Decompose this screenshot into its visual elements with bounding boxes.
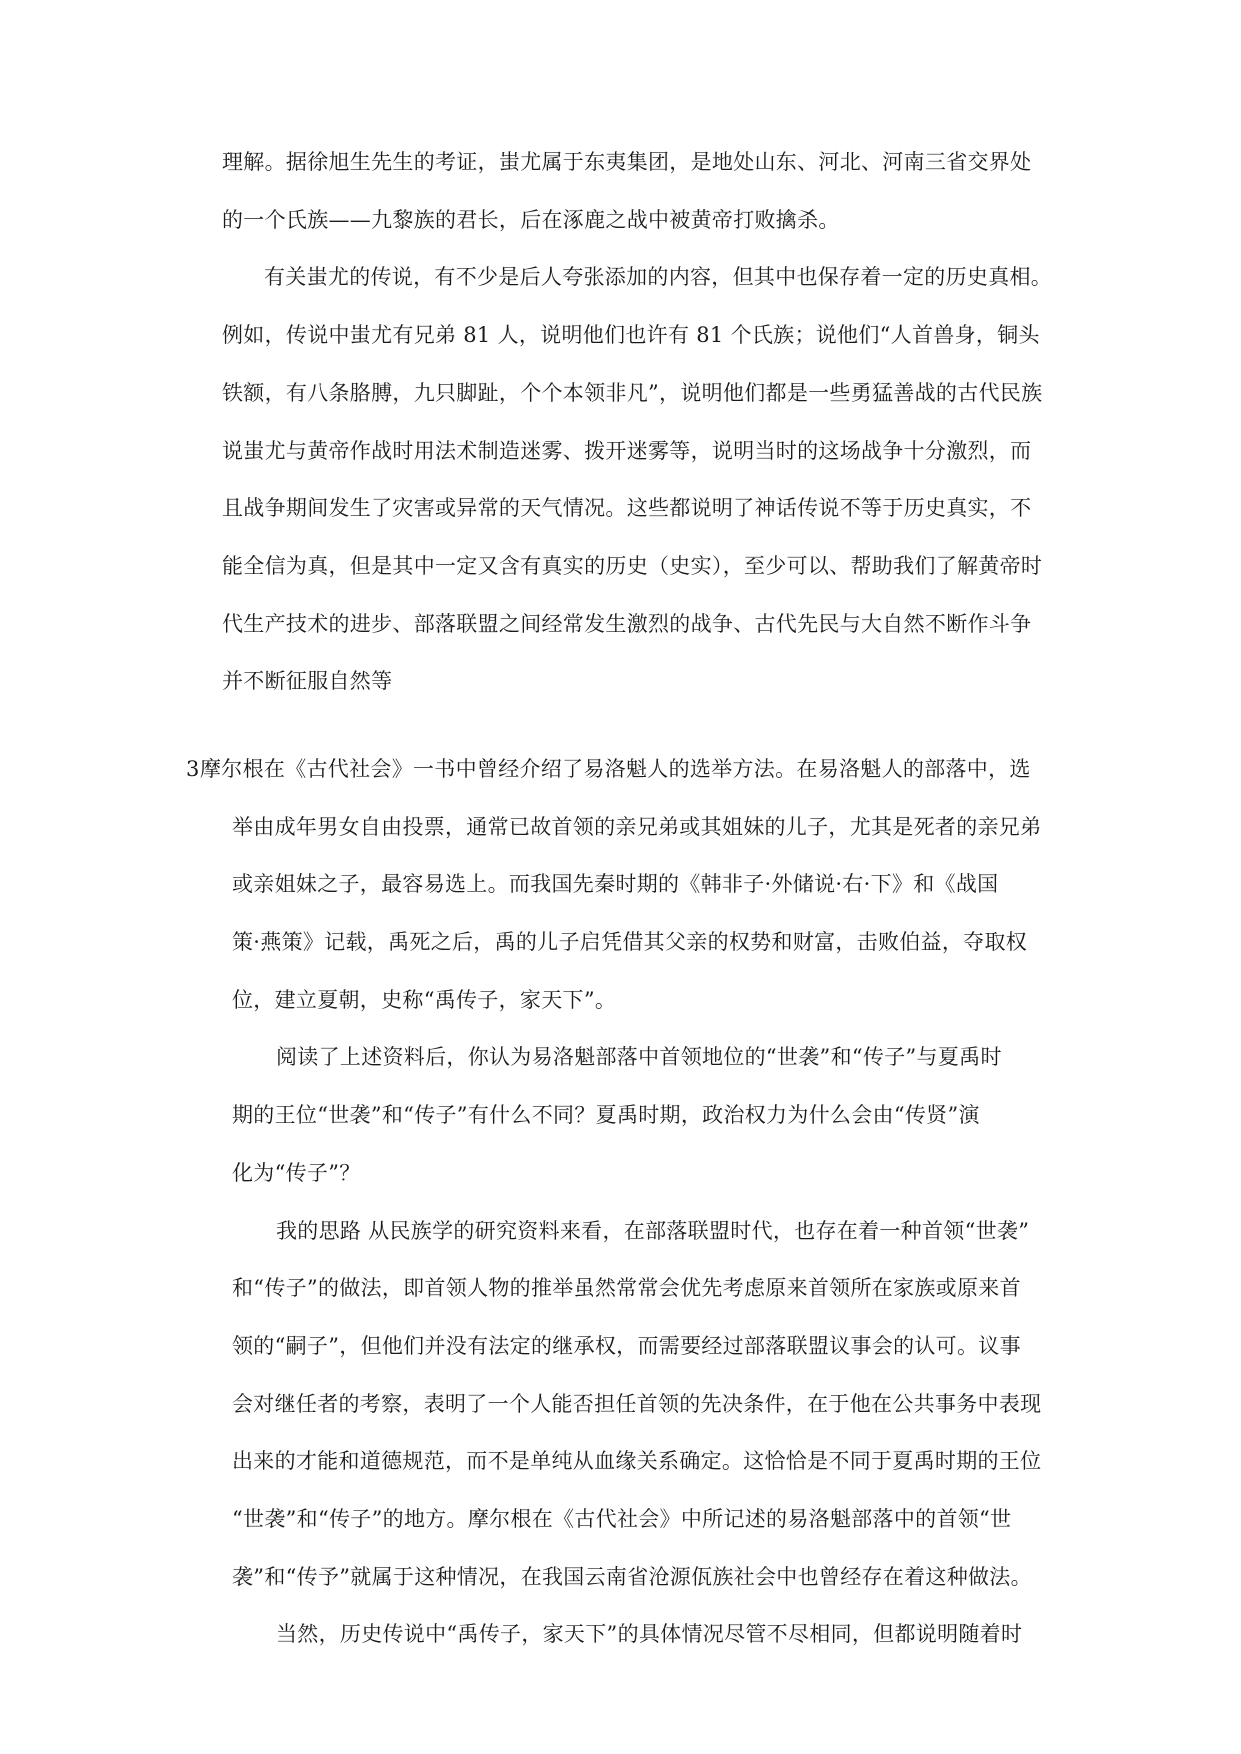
text-line: 铁额，有八条胳膊，九只脚趾，个个本领非凡”，说明他们都是一些勇猛善战的古代民族 xyxy=(222,381,1043,405)
text-line: 期的王位“世袭”和“传子”有什么不同？夏禹时期，政治权力为什么会由“传贤”演 xyxy=(232,1103,980,1127)
text-line: 领的“嗣子”，但他们并没有法定的继承权，而需要经过部落联盟议事会的认可。议事 xyxy=(232,1334,1021,1358)
text-line: 代生产技术的进步、部落联盟之间经常发生激烈的战争、古代先民与大自然不断作斗争 xyxy=(222,612,1032,636)
text-line: 策·燕策》记载，禹死之后，禹的儿子启凭借其父亲的权势和财富，击败伯益，夺取权 xyxy=(232,930,1028,954)
text-line: 或亲姐妹之子，最容易选上。而我国先秦时期的《韩非子·外储说·右·下》和《战国 xyxy=(232,872,999,896)
text-line: 袭”和“传予”就属于这种情况，在我国云南省沧源佤族社会中也曾经存在着这种做法。 xyxy=(232,1565,1032,1589)
text-line: 的一个氏族——九黎族的君长，后在涿鹿之战中被黄帝打败擒杀。 xyxy=(222,208,840,232)
question-number: 3 xyxy=(186,757,200,781)
text-line: 能全信为真，但是其中一定又含有真实的历史（史实），至少可以、帮助我们了解黄帝时 xyxy=(222,554,1043,578)
text-line: 位，建立夏朝，史称“禹传子，家天下”。 xyxy=(232,988,617,1012)
text-line: 化为“传子”？ xyxy=(232,1161,361,1185)
text-line: 我的思路 从民族学的研究资料来看，在部落联盟时代，也存在着一种首领“世袭” xyxy=(276,1219,1030,1243)
text-line: 举由成年男女自由投票，通常已故首领的亲兄弟或其姐妹的儿子，尤其是死者的亲兄弟 xyxy=(232,815,1042,839)
text-line: 出来的才能和道德规范，而不是单纯从血缘关系确定。这恰恰是不同于夏禹时期的王位 xyxy=(232,1449,1042,1473)
text-line: 例如，传说中蚩尤有兄弟 81 人，说明他们也许有 81 个氏族；说他们“人首兽身，铜头 xyxy=(222,323,1040,347)
text-line: 有关蚩尤的传说，有不少是后人夸张添加的内容，但其中也保存着一定的历史真相。 xyxy=(264,265,1053,289)
text-line: 和“传子”的做法，即首领人物的推举虽然常常会优先考虑原来首领所在家族或原来首 xyxy=(232,1276,1021,1300)
text-line: 阅读了上述资料后，你认为易洛魁部落中首领地位的“世袭”和“传子”与夏禹时 xyxy=(276,1045,1002,1069)
text-line: 会对继任者的考察，表明了一个人能否担任首领的先决条件，在于他在公共事务中表现 xyxy=(232,1392,1042,1416)
text-line: 理解。据徐旭生先生的考证，蚩尤属于东夷集团，是地处山东、河北、河南三省交界处 xyxy=(222,150,1032,174)
text-line: 当然，历史传说中“禹传子，家天下”的具体情况尽管不尽相同，但都说明随着时 xyxy=(276,1622,1023,1646)
text-line: 并不断征服自然等 xyxy=(222,669,393,693)
text-line: 说蚩尤与黄帝作战时用法术制造迷雾、拨开迷雾等，说明当时的这场战争十分激烈，而 xyxy=(222,439,1032,463)
text-line: 且战争期间发生了灾害或异常的天气情况。这些都说明了神话传说不等于历史真实，不 xyxy=(222,496,1032,520)
text-line: “世袭”和“传子”的地方。摩尔根在《古代社会》中所记述的易洛魁部落中的首领“世 xyxy=(232,1507,1012,1531)
text-line: 摩尔根在《古代社会》一书中曾经介绍了易洛魁人的选举方法。在易洛魁人的部落中，选 xyxy=(200,757,1031,781)
